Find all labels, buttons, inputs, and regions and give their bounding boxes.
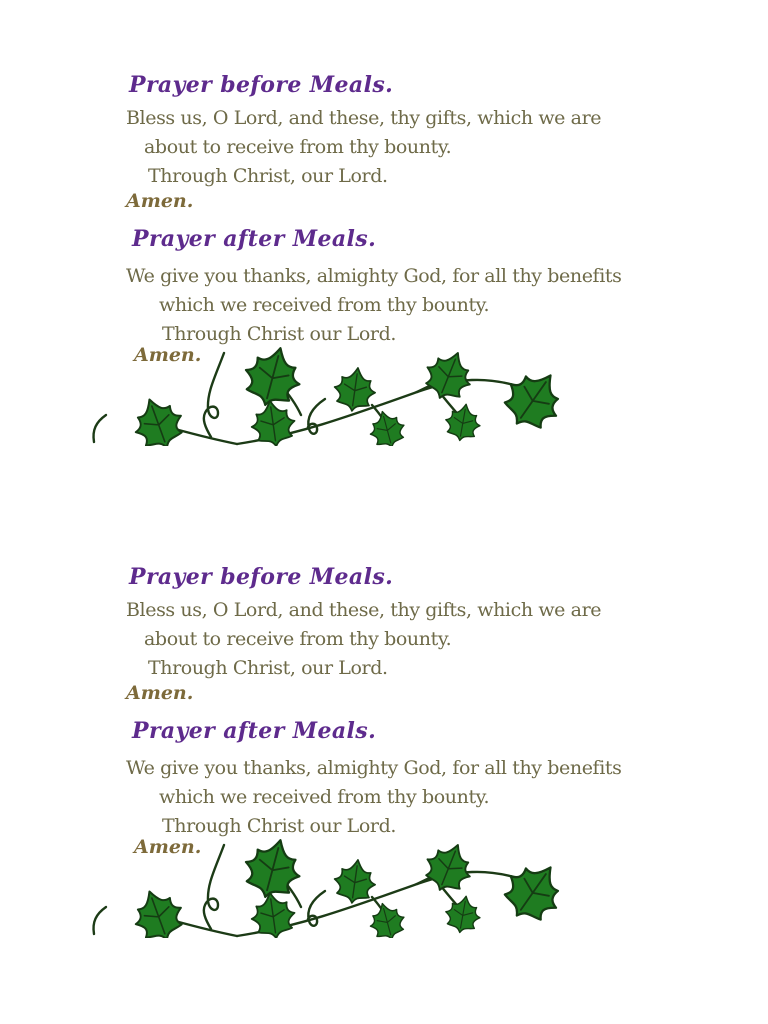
prayer-before-line-3: Through Christ, our Lord.: [148, 657, 388, 679]
ivy-leaf: [239, 347, 307, 412]
ivy-leaf: [494, 852, 572, 932]
ivy-leaf: [127, 883, 190, 938]
prayer-before-line-1: Bless us, O Lord, and these, thy gifts, which we are: [126, 599, 602, 621]
prayer-after-amen: Amen.: [134, 344, 202, 366]
ivy-leaf: [494, 360, 572, 440]
ivy-vine-decoration: [87, 839, 572, 938]
prayer-after-line-2: which we received from thy bounty.: [159, 786, 490, 808]
prayer-after-heading: Prayer after Meals.: [132, 718, 377, 744]
ivy-leaf: [332, 857, 378, 906]
prayer-before-line-2: about to receive from thy bounty.: [144, 628, 452, 650]
prayer-before-line-1: Bless us, O Lord, and these, thy gifts, which we are: [126, 107, 602, 129]
ivy-leaf: [419, 347, 479, 406]
ivy-leaf: [127, 391, 190, 446]
prayer-after-heading: Prayer after Meals.: [132, 226, 377, 252]
prayer-after-line-1: We give you thanks, almighty God, for all thy benefits: [126, 265, 622, 287]
ivy-leaf: [366, 899, 409, 938]
prayer-card-top: [0, 0, 768, 492]
prayer-before-heading: Prayer before Meals.: [129, 564, 394, 590]
ivy-vine-decoration: [87, 347, 572, 446]
prayer-after-line-3: Through Christ our Lord.: [162, 815, 397, 837]
prayer-after-amen: Amen.: [134, 836, 202, 858]
prayer-before-line-2: about to receive from thy bounty.: [144, 136, 452, 158]
ivy-leaf: [332, 365, 378, 414]
prayer-after-line-1: We give you thanks, almighty God, for all thy benefits: [126, 757, 622, 779]
ivy-leaf: [248, 398, 297, 446]
prayer-card-bottom: [0, 492, 768, 984]
ivy-leaf: [248, 890, 297, 938]
prayer-after-line-3: Through Christ our Lord.: [162, 323, 397, 345]
prayer-after-line-2: which we received from thy bounty.: [159, 294, 490, 316]
ivy-leaf: [419, 839, 479, 898]
prayer-before-amen: Amen.: [126, 190, 194, 212]
ivy-leaf: [443, 893, 483, 935]
prayer-before-heading: Prayer before Meals.: [129, 72, 394, 98]
ivy-leaf: [239, 839, 307, 904]
prayer-before-amen: Amen.: [126, 682, 194, 704]
ivy-leaf: [366, 407, 409, 446]
ivy-leaf: [443, 401, 483, 443]
prayer-before-line-3: Through Christ, our Lord.: [148, 165, 388, 187]
